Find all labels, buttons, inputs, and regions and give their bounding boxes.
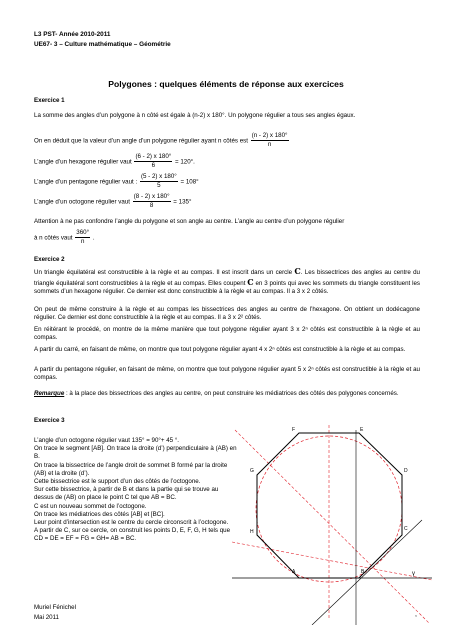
- exercise-2-paragraph-4: A partir du carré, en faisant de même, on montre que tout polygone régulier ayant 4 x 2ⁿ côtés est constructible à la règle et au compas.: [34, 346, 406, 353]
- exercise-2-paragraph-1: [34, 266, 420, 297]
- paragraph-text: . Les bissectrices des angles au centre du triangle équilatéral sont constructibles à la règle et au compas. Elles coupent: [34, 269, 420, 288]
- fraction-denominator: 8: [149, 202, 154, 210]
- exercise-3-line: On trace les médiatrices des côtés [AB] et [BC].: [34, 510, 165, 518]
- exercise-3-line: L’angle d’un octogone régulier vaut 135° = 90°+ 45 °.: [34, 437, 180, 444]
- footer-page-mark: ,: [415, 611, 417, 618]
- paragraph-text: en 3 points qui avec les sommets du triangle constituent les sommets d’un hexagone régulier. Ce dernier est donc constructible à la règle et au compas. Il a 3 x 2 côtés.: [34, 280, 420, 296]
- pentagon-angle-result: = 108°: [180, 178, 199, 186]
- pentagon-angle-fraction: [140, 173, 178, 190]
- exercise-3-line: On trace la bissectrice de l’angle droit de sommet B formé par la droite (AB) et la droite (d’).: [34, 461, 228, 477]
- exercise-3-line: On trace le segment [AB]. On trace la droite (d’) perpendiculaire à (AB) en B.: [34, 445, 237, 461]
- header-course-unit: UE67- 3 – Culture mathématique – Géométrie: [34, 41, 171, 48]
- exercise-3-line: Leur point d’intersection est le centre du cercle circonscrit à l’octogone.: [34, 518, 229, 526]
- exercise-2-paragraph-2: On peut de même construire à la règle et au compas les bissectrices des angles au centre de l’hexagone. On obtient un dodécagone régulier. Ce dernier est donc constructible à la règle et au compas. Il a 3 x 2² côtés.: [34, 306, 420, 322]
- center-angle-line: [34, 229, 95, 246]
- octagon-angle-result: = 135°: [173, 198, 192, 206]
- octagon-angle-fraction: [133, 193, 171, 210]
- gamma-label: γ: [412, 571, 415, 577]
- exercise-3-line: C est un nouveau sommet de l’octogone.: [34, 502, 147, 510]
- perpendicular-bisector-bc: [232, 542, 432, 580]
- page-title: Polygones : quelques éléments de réponse aux exercices: [108, 79, 344, 89]
- vertex-label-d: D: [404, 468, 408, 474]
- exercise-3-line: A partir de C, sur ce cercle, on construit les points D, E, F, G, H tels que CD = DE = EF = FG = GH= AB = BC.: [34, 527, 231, 543]
- footer-date: Mai 2011: [34, 614, 59, 621]
- octagon-angle-line: [34, 193, 191, 210]
- fraction-numerator: (n - 2) x 180°: [251, 132, 289, 141]
- center-angle-text: à n côtés vaut: [34, 234, 73, 242]
- general-angle-fraction: [251, 132, 289, 149]
- formula-intro-text: On en déduit que la valeur d’un angle d’un polygone régulier ayant n côtés est: [34, 137, 248, 145]
- vertex-label-f: F: [292, 427, 296, 433]
- exercise-2-heading: Exercice 2: [34, 256, 65, 263]
- vertex-label-b: B: [361, 569, 365, 575]
- fraction-denominator: n: [267, 141, 272, 149]
- paragraph-text: Un triangle équilatéral est constructible à la règle et au compas. Il est inscrit dans un cercle: [34, 269, 293, 276]
- fraction-denominator: n: [80, 238, 85, 246]
- circle-c-symbol: C: [247, 277, 254, 288]
- vertex-label-g: G: [250, 468, 254, 474]
- exercise-3-text: [34, 437, 239, 543]
- fraction-numerator: (5 - 2) x 180°: [140, 173, 178, 182]
- footer-author: Muriel Fénichel: [34, 604, 76, 611]
- octagon-polygon: [257, 433, 402, 578]
- hexagon-angle-result: = 120°.: [175, 158, 195, 166]
- octagon-angle-text: L’angle d’un octogone régulier vaut: [34, 198, 130, 206]
- vertex-label-h: H: [250, 529, 254, 535]
- hexagon-angle-line: [34, 153, 195, 170]
- exercise-2-paragraph-3: En réitérant le procédé, on montre de la même manière que tout polygone régulier ayant 3 x 2ⁿ côtés est constructible à la règle et au compas.: [34, 326, 420, 342]
- fraction-numerator: (6 - 2) x 180°: [134, 153, 172, 162]
- bisector-line: [312, 520, 422, 625]
- vertex-label-e: E: [360, 427, 364, 433]
- fraction-numerator: (8 - 2) x 180°: [133, 193, 171, 202]
- exercise-2-paragraph-5: A partir du pentagone régulier, en faisant de même, on montre que tout polygone régulier ayant 5 x 2ⁿ côtés est constructible à la règle et au compas.: [34, 366, 420, 382]
- fraction-numerator: 360°: [75, 229, 90, 238]
- pentagon-angle-line: [34, 173, 199, 190]
- center-angle-end: .: [92, 234, 95, 242]
- exercise-1-general-formula: [34, 132, 290, 149]
- octagon-construction-figure: [232, 425, 432, 625]
- center-angle-fraction: [75, 229, 90, 246]
- exercise-3-line: Cette bissectrice est le support d’un des côtés de l’octogone.: [34, 477, 201, 485]
- hexagon-angle-text: L’angle d’un hexagone régulier vaut: [34, 158, 132, 166]
- fraction-denominator: 5: [157, 182, 161, 190]
- exercise-3-heading: Exercice 3: [34, 417, 65, 424]
- exercise-1-paragraph-1: La somme des angles d’un polygone à n côté est égale à (n-2) x 180°. Un polygone régulier a tous ses angles égaux.: [34, 112, 356, 119]
- pentagon-angle-text: L’angle d’un pentagone régulier vaut :: [34, 178, 138, 186]
- remark-text: : à la place des bissectrices des angles au centre, on peut construire les médiatrices des côtés des polygones concernés.: [64, 390, 399, 397]
- exercise-1-attention: Attention à ne pas confondre l’angle du polygone et son angle au centre. L’angle au centre d’un polygone régulier: [34, 218, 345, 225]
- exercise-2-remark: [34, 390, 420, 398]
- exercise-1-heading: Exercice 1: [34, 97, 65, 104]
- remark-label: Remarque: [34, 390, 65, 397]
- hexagon-angle-fraction: [134, 153, 172, 170]
- vertex-label-c: C: [404, 526, 408, 532]
- vertex-label-a: A: [292, 569, 296, 575]
- exercise-3-line: Sur cette bissectrice, à partir de B et dans la partie qui se trouve au dessus de (AB) on place le point C tel que AB = BC.: [34, 486, 219, 502]
- circle-c-symbol: C: [294, 266, 301, 276]
- fraction-denominator: 6: [151, 162, 156, 170]
- header-course-year: L3 PST- Année 2010-2011: [34, 31, 111, 38]
